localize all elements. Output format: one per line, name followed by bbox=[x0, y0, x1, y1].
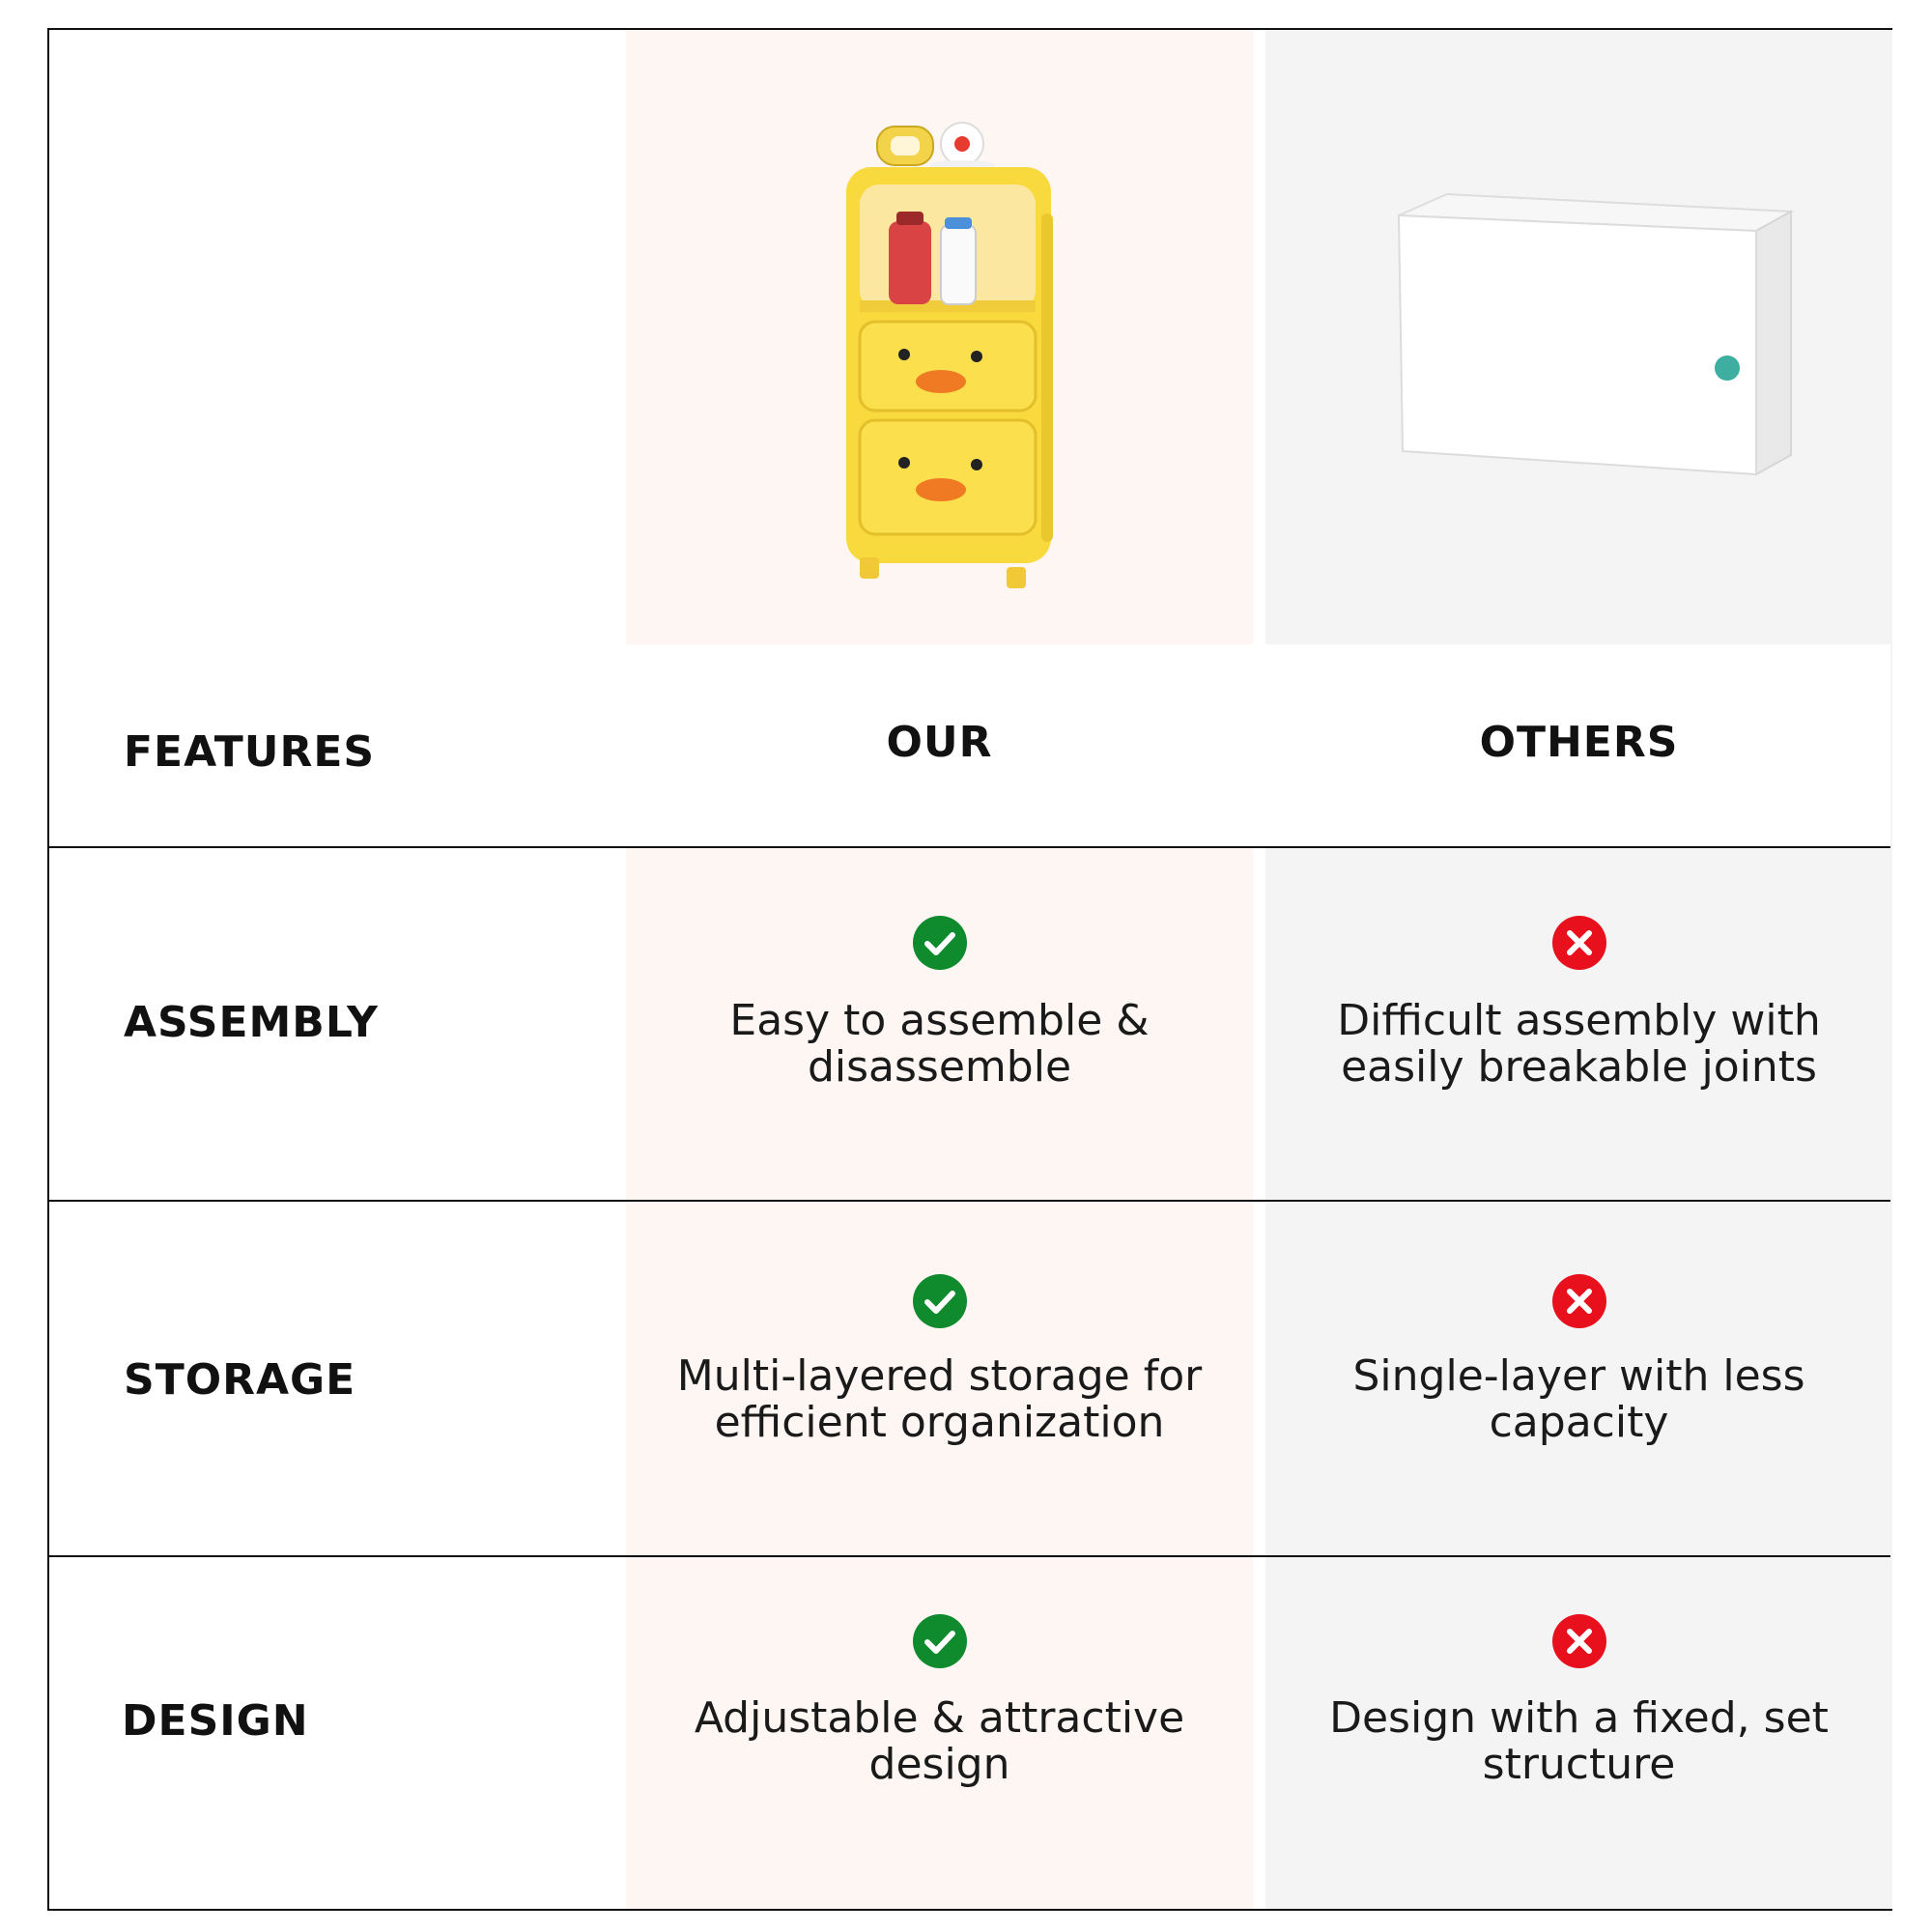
others-assembly-line-1: Difficult assembly with bbox=[1337, 996, 1821, 1045]
our-design-text bbox=[626, 1695, 1253, 1788]
our-assembly-text bbox=[626, 998, 1253, 1091]
our-column-header: OUR bbox=[886, 718, 993, 767]
our-storage-line-1: Multi-layered storage for bbox=[676, 1351, 1203, 1401]
row-divider-3 bbox=[49, 1555, 1890, 1557]
our-assembly-line-1: Easy to assemble & bbox=[729, 996, 1150, 1045]
others-column-header: OTHERS bbox=[1479, 718, 1679, 767]
cross-icon bbox=[1552, 1274, 1606, 1328]
others-storage-text bbox=[1265, 1353, 1892, 1446]
others-assembly-line-2: easily breakable joints bbox=[1341, 1042, 1817, 1092]
feature-label-storage: STORAGE bbox=[124, 1355, 356, 1405]
check-icon bbox=[913, 916, 967, 970]
others-design-line-1: Design with a fixed, set bbox=[1329, 1693, 1829, 1743]
others-product-image bbox=[1389, 185, 1814, 513]
feature-label-design: DESIGN bbox=[122, 1696, 309, 1746]
feature-label-assembly: ASSEMBLY bbox=[124, 998, 379, 1047]
our-assembly-line-2: disassemble bbox=[807, 1042, 1072, 1092]
cross-icon bbox=[1552, 916, 1606, 970]
our-design-line-1: Adjustable & attractive bbox=[694, 1693, 1185, 1743]
others-design-line-2: structure bbox=[1482, 1740, 1676, 1789]
our-design-line-2: design bbox=[868, 1740, 1010, 1789]
row-divider-2 bbox=[49, 1200, 1890, 1202]
others-storage-line-1: Single-layer with less bbox=[1352, 1351, 1805, 1401]
comparison-table bbox=[47, 28, 1892, 1911]
check-icon bbox=[913, 1274, 967, 1328]
others-storage-line-2: capacity bbox=[1489, 1398, 1669, 1447]
others-design-text bbox=[1265, 1695, 1892, 1788]
our-storage-text bbox=[626, 1353, 1253, 1446]
cross-icon bbox=[1552, 1614, 1606, 1668]
check-icon bbox=[913, 1614, 967, 1668]
our-storage-line-2: efficient organization bbox=[714, 1398, 1165, 1447]
our-product-image bbox=[817, 98, 1068, 590]
row-divider-1 bbox=[49, 846, 1890, 848]
others-assembly-text bbox=[1265, 998, 1892, 1091]
features-header: FEATURES bbox=[124, 727, 376, 777]
